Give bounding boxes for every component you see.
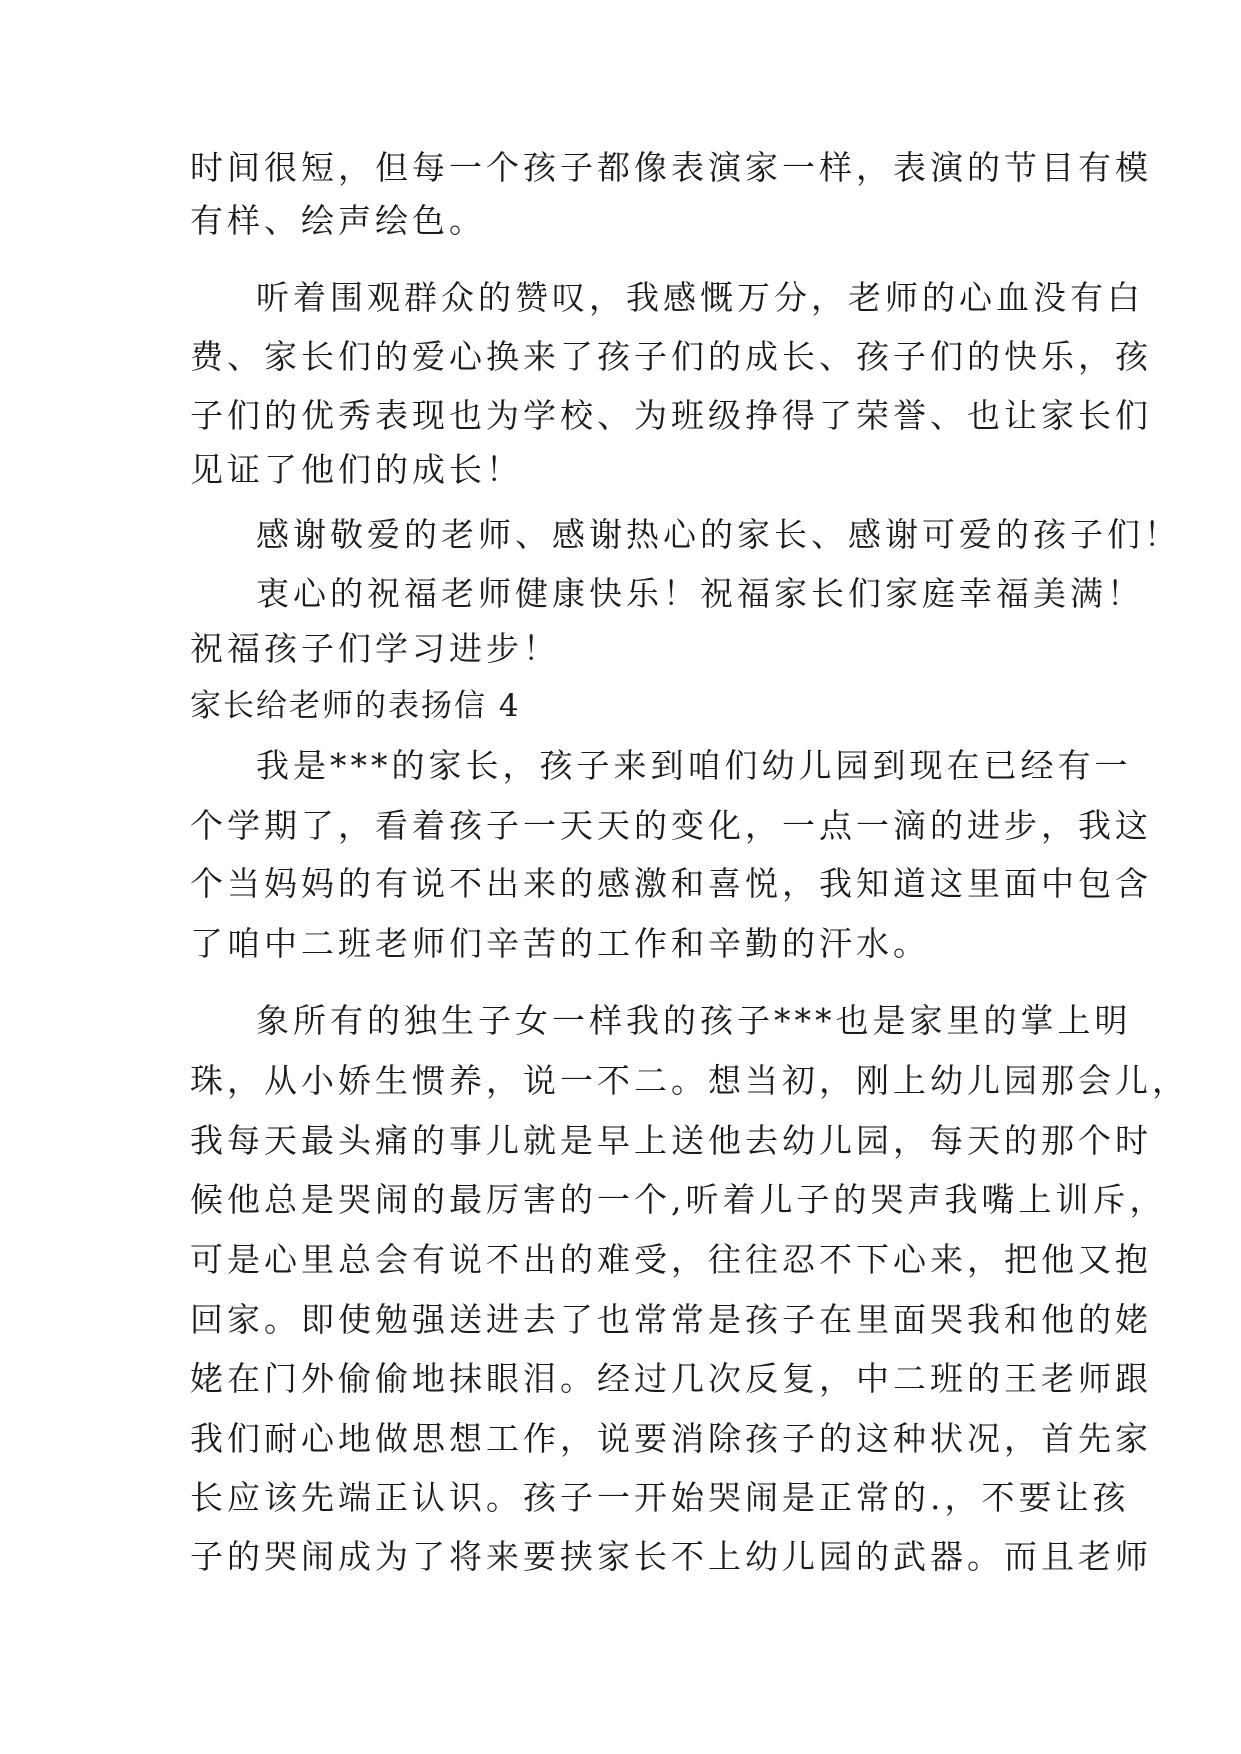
text-line: 个当妈妈的有说不出来的感激和喜悦，我知道这里面中包含 xyxy=(190,864,1152,903)
text-line: 象所有的独生子女一样我的孩子***也是家里的掌上明 xyxy=(256,1001,1132,1040)
text-line: 姥在门外偷偷地抹眼泪。经过几次反复，中二班的王老师跟 xyxy=(190,1359,1152,1398)
text-line: 了咱中二班老师们辛苦的工作和辛勤的汗水。 xyxy=(190,924,930,963)
text-line: 听着围观群众的赞叹，我感慨万分，老师的心血没有白 xyxy=(256,278,1144,317)
text-line: 子的哭闹成为了将来要挟家长不上幼儿园的武器。而且老师 xyxy=(190,1537,1152,1576)
text-line: 祝福孩子们学习进步！ xyxy=(190,629,560,668)
text-line: 长应该先端正认识。孩子一开始哭闹是正常的.，不要让孩 xyxy=(190,1478,1130,1517)
text-line: 费、家长们的爱心换来了孩子们的成长、孩子们的快乐，孩 xyxy=(190,337,1152,376)
text-line: 我们耐心地做思想工作，说要消除孩子的这种状况，首先家 xyxy=(190,1419,1152,1458)
text-line: 可是心里总会有说不出的难受，往往忍不下心来，把他又抱 xyxy=(190,1240,1152,1279)
text-line: 回家。即使勉强送进去了也常常是孩子在里面哭我和他的姥 xyxy=(190,1300,1152,1339)
text-line: 我是***的家长，孩子来到咱们幼儿园到现在已经有一 xyxy=(256,746,1132,785)
section-heading: 家长给老师的表扬信 4 xyxy=(190,688,521,724)
text-line: 子们的优秀表现也为学校、为班级挣得了荣誉、也让家长们 xyxy=(190,396,1152,435)
text-line: 衷心的祝福老师健康快乐！祝福家长们家庭幸福美满！ xyxy=(256,574,1144,613)
text-line: 候他总是哭闹的最厉害的一个,听着儿子的哭声我嘴上训斥， xyxy=(190,1180,1167,1219)
text-line: 珠，从小娇生惯养，说一不二。想当初，刚上幼儿园那会儿， xyxy=(190,1061,1189,1100)
text-line: 时间很短，但每一个孩子都像表演家一样，表演的节目有模 xyxy=(190,148,1152,187)
text-line: 见证了他们的成长！ xyxy=(190,450,523,489)
text-line: 我每天最头痛的事儿就是早上送他去幼儿园，每天的那个时 xyxy=(190,1121,1152,1160)
text-line: 个学期了，看着孩子一天天的变化，一点一滴的进步，我这 xyxy=(190,806,1152,845)
text-line: 感谢敬爱的老师、感谢热心的家长、感谢可爱的孩子们！ xyxy=(256,515,1181,554)
text-line: 有样、绘声绘色。 xyxy=(190,201,486,240)
